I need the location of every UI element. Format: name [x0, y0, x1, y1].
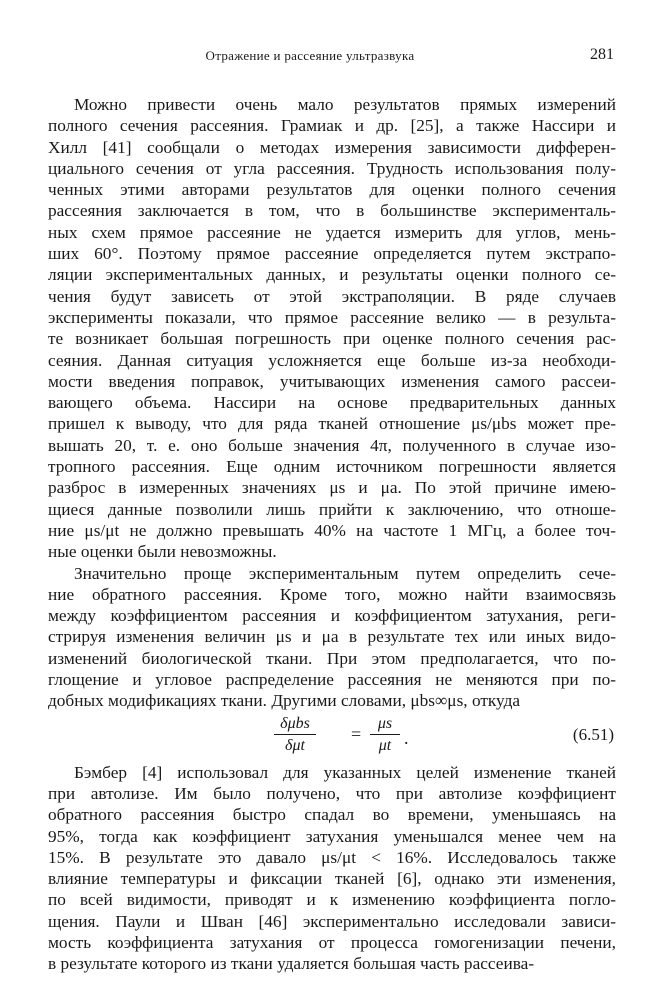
text-line: 15%. В результате это давало μs/μt < 16%. Исследовалось также [48, 847, 616, 867]
text-line: стрируя изменения величин μs и μa в результате тех или иных видо- [48, 627, 616, 647]
page-header [0, 48, 672, 72]
equation-number: (6.51) [572, 724, 614, 744]
text-line: влияние температуры и фиксации тканей [6], однако эти изменения, [48, 869, 616, 889]
text-line: полного сечения рассеяния. Грамиак и др. [25], а также Нассири и [48, 116, 616, 136]
text-line: циального сечения от угла рассеяния. Трудность использования полу- [48, 158, 616, 178]
equation-terminator: . [404, 727, 409, 748]
text-line: ляции экспериментальных данных, и результаты оценки полного се- [48, 265, 616, 285]
fraction-right-denominator: μt [378, 736, 392, 754]
text-line: ные оценки были невозможны. [48, 542, 277, 562]
text-line: Можно привести очень мало результатов прямых измерений [74, 95, 616, 114]
text-line: пришел к выводу, что для ряда тканей отношение μs/μbs может пре- [48, 414, 616, 434]
text-line: 95%, тогда как коэффициент затухания уменьшался менее чем на [48, 826, 616, 846]
text-line: изменений биологической ткани. При этом предполагается, что по- [48, 648, 616, 668]
text-line: Значительно проще экспериментальным путем определить сече- [74, 563, 616, 583]
fraction-left-numerator: δμbs [280, 714, 310, 732]
text-line: мости введения поправок, учитывающих изменения самого рассеи- [48, 371, 616, 391]
text-line: между коэффициентом рассеяния и коэффициентом затухания, реги- [48, 606, 616, 626]
paragraph-2 [48, 563, 616, 712]
text-line: мость коэффициента затухания от процесса гомогенизации печени, [48, 932, 616, 952]
text-line: ние μs/μt не должно превышать 40% на частоте 1 МГц, а более точ- [48, 520, 616, 540]
page-number: 281 [590, 46, 614, 63]
text-line: Бэмбер [4] использовал для указанных целей изменение тканей [74, 762, 616, 782]
equals-sign: = [351, 723, 362, 744]
paragraph-3 [48, 762, 616, 975]
text-line: в результате которого из ткани удаляется большая часть рассеива- [48, 954, 535, 974]
fraction-left [274, 714, 316, 755]
fraction-left-bar [274, 734, 316, 735]
fraction-right [370, 714, 400, 755]
text-line: ших 60°. Поэтому прямое рассеяние определяется путем экстрапо- [48, 244, 616, 264]
text-line: вающего объема. Нассири на основе предварительных данных [48, 393, 616, 413]
text-line: тропного рассеяния. Еще одним источником погрешности является [48, 457, 616, 477]
text-line: глощение и угловое распределение рассеяния не меняются при по- [48, 670, 616, 690]
running-title: Отражение и рассеяние ультразвука [205, 48, 415, 63]
text-line: сеяния. Данная ситуация усложняется еще больше из-за необходи- [48, 350, 616, 370]
text-line: ных схем прямое рассеяние не удается измерить для углов, мень- [48, 222, 616, 242]
fraction-right-numerator: μs [377, 714, 393, 732]
text-line: добных модификациях ткани. Другими словами, μbs∞μs, откуда [48, 691, 521, 711]
text-line: Хилл [41] сообщали о методах измерения зависимости дифферен- [48, 137, 616, 157]
text-line: вышать 20, т. е. оно больше значения 4π, полученного в случае изо- [48, 435, 616, 455]
text-line: рассеяния заключается в том, что в большинстве эксперименталь- [48, 201, 616, 221]
text-line: эксперименты показали, что прямое рассеяние велико — в результа- [48, 307, 616, 327]
text-line: ние обратного рассеяния. Кроме того, можно найти взаимосвязь [48, 584, 616, 604]
fraction-left-denominator: δμt [285, 736, 305, 754]
fraction-right-bar [370, 734, 400, 735]
paragraph-1 [48, 94, 616, 563]
text-line: при автолизе. Им было получено, что при автолизе коэффициент [48, 783, 616, 803]
text-line: по всей видимости, приводят и к изменению коэффициента погло- [48, 890, 616, 910]
text-line: щиеся данные позволили лишь прийти к заключению, что отноше- [48, 499, 616, 519]
equation-6-51 [48, 714, 616, 758]
text-line: щения. Паули и Шван [46] экспериментально исследовали зависи- [48, 911, 616, 931]
text-line: те возникает большая погрешность при оценке полного сечения рас- [48, 329, 616, 349]
text-line: разброс в измеренных значениях μs и μa. По этой причине имею- [48, 478, 616, 498]
text-line: ченных этими авторами результатов для оценки полного сечения [48, 180, 616, 200]
body-text [48, 94, 616, 975]
text-line: чения будут зависеть от этой экстраполяции. В ряде случаев [48, 286, 616, 306]
text-line: обратного рассеяния быстро спадал во времени, уменьшаясь на [48, 805, 616, 825]
